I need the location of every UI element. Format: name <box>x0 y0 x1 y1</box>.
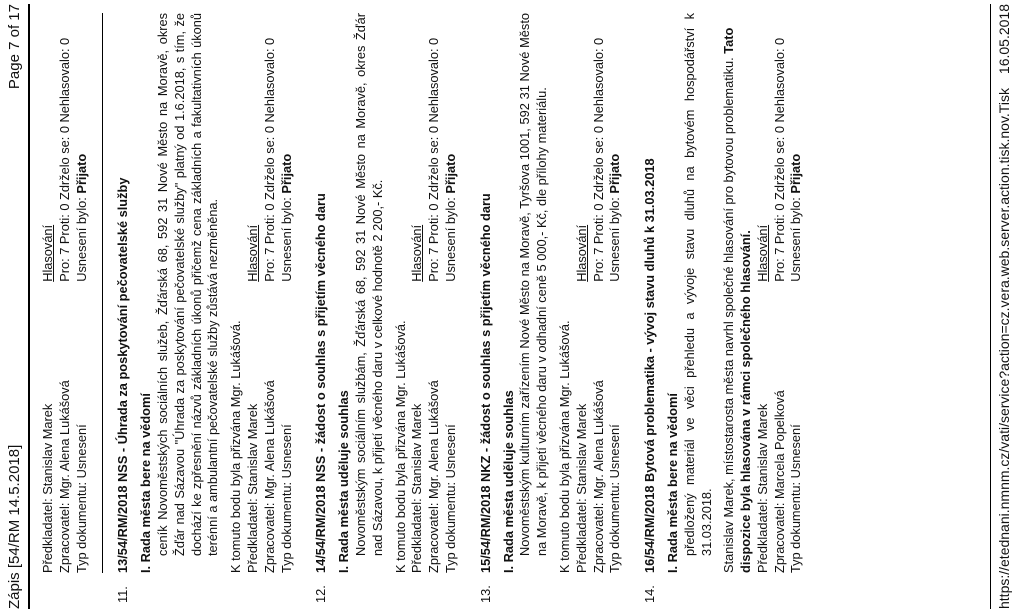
item-title: 16/54/RM/2018 Bytová problematika - vývoj stavu dluhů k 31.03.2018 <box>642 158 658 573</box>
processor: Zpracovatel: Marcela Popelková <box>771 390 787 573</box>
resolution-heading: I. Rada města bere na vědomí <box>138 393 154 573</box>
footer-date: 16.05.2018 <box>996 4 1012 75</box>
vote-result: Pro: 7 Proti: 0 Zdrželo se: 0 Nehlasovalo: 0 <box>771 37 787 282</box>
document-type: Typ dokumentu: Usnesení <box>788 424 804 573</box>
header-rule <box>28 4 30 609</box>
vote-result: Pro: 7 Proti: 0 Zdrželo se: 0 Nehlasovalo: 0 <box>590 37 606 282</box>
resolution-status: Usnesení bylo: Přijato <box>278 153 294 282</box>
item-number: 11. <box>115 586 131 603</box>
presenter: Předkladatel: Stanislav Marek <box>754 403 770 573</box>
resolution-heading: I. Rada města bere na vědomí <box>664 393 680 573</box>
page-number: Page 7 of 17 <box>6 4 23 90</box>
item-title: 14/54/RM/2018 NSS - žádost o souhlas s přijetím věcného daru <box>313 193 329 573</box>
agenda-item <box>477 13 624 603</box>
processor: Zpracovatel: Mgr. Alena Lukášová <box>590 380 606 573</box>
agenda-item <box>313 13 459 603</box>
processor: Zpracovatel: Mgr. Alena Lukášová <box>56 380 72 573</box>
item-note: Stanislav Marek, místostarosta města navrhl společné hlasování pro bytovou problematiku. Tato dispozice byla hlasována v rámci společného hlasování. <box>721 27 754 573</box>
resolution-text: ceník Novoměstských sociálních služeb, Žďárská 68, 592 31 Nové Město na Moravě, okres Žďár nad Sázavou "Úhrada za poskytování pečovatelské služby" platný od 1.6.2018, s tím, že dochází ke zpřesnění názvů základních úkonů přičemž cena základních a fakultativních úkonů terénní a ambulantní pečovatelské služby zůstává nezměněna. <box>154 13 221 556</box>
item-number: 12. <box>313 585 329 603</box>
item-title: 13/54/RM/2018 NSS - Úhrada za poskytování pečovatelské služby <box>115 177 131 573</box>
document-type: Typ dokumentu: Usnesení <box>73 424 89 573</box>
footer-url: https://etednani.nmnm.cz/vati/service?action=cz.vera.web.server.action.tisk.nov.Tisk <box>996 88 1012 609</box>
vote-result: Pro: 7 Proti: 0 Zdrželo se: 0 Nehlasovalo: 0 <box>56 37 72 282</box>
item-title: 15/54/RM/2018 NKZ - žádost o souhlas s přijetím věcného daru <box>477 193 493 573</box>
resolution-text: předložený materiál ve věci přehledu a vývoje stavu dluhů na bytovém hospodářství k 31.03.2018. <box>681 13 714 556</box>
item-note: K tomuto bodu byla přizvána Mgr. Lukášová. <box>556 320 572 573</box>
agenda-item <box>115 13 295 603</box>
top-record-block <box>40 13 90 573</box>
presenter: Předkladatel: Stanislav Marek <box>573 403 589 573</box>
vote-link[interactable]: Hlasování <box>40 224 55 282</box>
vote-result: Pro: 7 Proti: 0 Zdrželo se: 0 Nehlasovalo: 0 <box>261 37 277 282</box>
document-title: Zápis [54/RM 14.5.2018] <box>6 444 23 609</box>
presenter: Předkladatel: Stanislav Marek <box>244 403 260 573</box>
resolution-text: Novoměstským kulturním zařízením Nové Město na Moravě, Tyršova 1001, 592 31 Nové Město na Moravě, k přijetí věcného daru v odhadní ceně 5 000,- Kč, dle přílohy materiálu. <box>517 13 550 556</box>
vote-link[interactable]: Hlasování <box>409 224 425 282</box>
item-note: K tomuto bodu byla přizvána Mgr. Lukášová. <box>228 320 244 573</box>
resolution-heading: I. Rada města uděluje souhlas <box>500 390 516 573</box>
resolution-status: Usnesení bylo: Přijato <box>73 153 89 282</box>
item-note: K tomuto bodu byla přizvána Mgr. Lukášová. <box>392 320 408 573</box>
presenter: Předkladatel: Stanislav Marek <box>40 403 55 573</box>
document-type: Typ dokumentu: Usnesení <box>607 424 623 573</box>
processor: Zpracovatel: Mgr. Alena Lukášová <box>261 380 277 573</box>
document-type: Typ dokumentu: Usnesení <box>278 424 294 573</box>
item-number: 13. <box>477 585 493 603</box>
presenter: Předkladatel: Stanislav Marek <box>409 403 425 573</box>
vote-link[interactable]: Hlasování <box>244 224 260 282</box>
resolution-text: Novoměstským sociálním službám, Žďárská 68, 592 31 Nové Město na Moravě, okres Žďár nad Sázavou, k přijetí věcného daru v celkové hodnotě 2 200,- Kč. <box>352 13 385 556</box>
vote-link[interactable]: Hlasování <box>573 224 589 282</box>
document-type: Typ dokumentu: Usnesení <box>442 424 458 573</box>
agenda <box>40 13 823 603</box>
item-number: 14. <box>642 585 658 603</box>
agenda-item <box>642 13 805 603</box>
processor: Zpracovatel: Mgr. Alena Lukášová <box>426 380 442 573</box>
vote-link[interactable]: Hlasování <box>754 224 770 282</box>
resolution-heading: I. Rada města uděluje souhlas <box>336 390 352 573</box>
resolution-status: Usnesení bylo: Přijato <box>788 153 804 282</box>
vote-result: Pro: 7 Proti: 0 Zdrželo se: 0 Nehlasovalo: 0 <box>426 37 442 282</box>
footer-rule <box>990 4 991 609</box>
top-divider <box>102 13 103 573</box>
resolution-status: Usnesení bylo: Přijato <box>442 153 458 282</box>
resolution-status: Usnesení bylo: Přijato <box>607 153 623 282</box>
